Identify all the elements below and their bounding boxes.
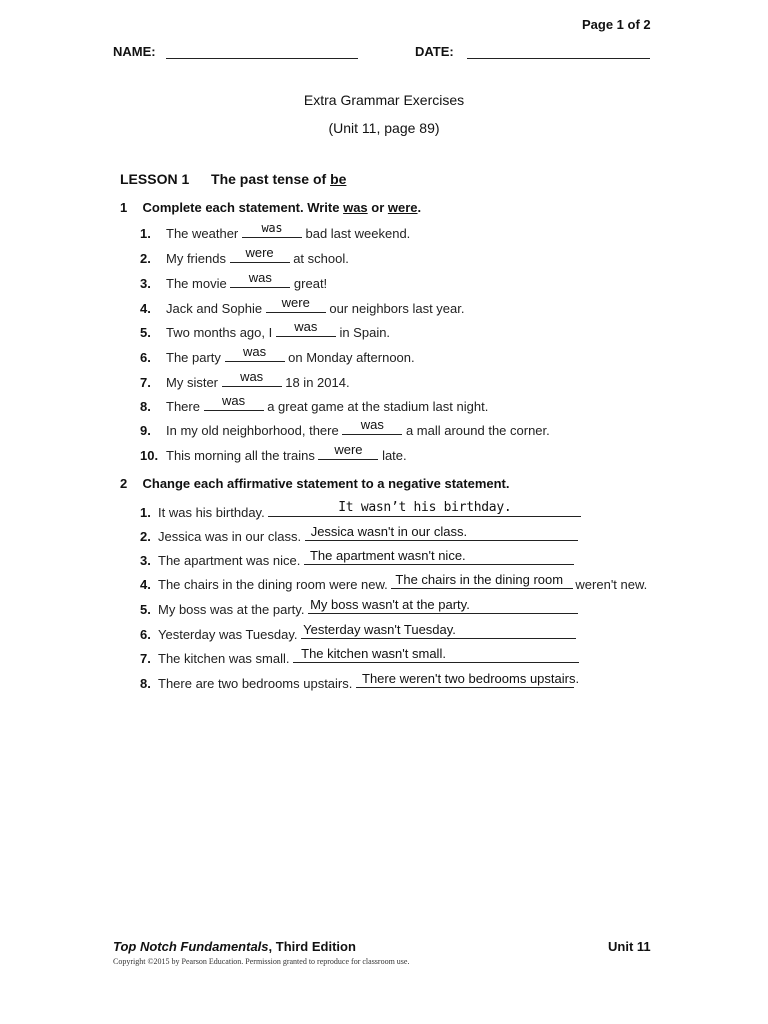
list-item: 5. Two months ago, I was in Spain. — [140, 319, 391, 340]
answer-blank[interactable]: was — [204, 396, 264, 411]
list-item: 1. The weather was bad last weekend. — [140, 221, 411, 241]
list-item: 8. There was a great game at the stadium last night. — [140, 393, 489, 414]
answer-blank[interactable]: was — [342, 420, 402, 435]
answer-line[interactable]: Yesterday wasn't Tuesday. — [301, 623, 576, 639]
name-field[interactable] — [166, 58, 358, 59]
answer-blank[interactable]: was — [242, 223, 302, 238]
answer-blank[interactable]: was — [276, 322, 336, 337]
copyright: Copyright ©2015 by Pearson Education. Permission granted to reproduce for classroom use. — [113, 957, 410, 966]
name-label: NAME: — [113, 44, 156, 59]
lesson-keyword: be — [330, 171, 347, 187]
exercise2-number: 2 — [120, 476, 128, 491]
list-item: 2. My friends were at school. — [140, 245, 349, 266]
lesson-heading — [120, 171, 346, 187]
list-item: 6. The party was on Monday afternoon. — [140, 344, 415, 365]
list-item: 8. There are two bedrooms upstairs. There weren't two bedrooms upstairs. — [140, 671, 580, 691]
worksheet-title: Extra Grammar Exercises — [303, 92, 465, 108]
date-label: DATE: — [415, 44, 454, 59]
list-item: 1. It was his birthday. It wasn’t his birthday. — [140, 501, 581, 520]
list-item: 5. My boss was at the party. My boss wasn't at the party. — [140, 598, 578, 617]
answer-blank[interactable]: were — [318, 445, 378, 460]
lesson-label: LESSON 1 — [120, 171, 190, 187]
list-item: 6. Yesterday was Tuesday. Yesterday wasn't Tuesday. — [140, 623, 576, 642]
answer-blank[interactable]: were — [266, 298, 326, 313]
list-item: 10. This morning all the trains were late. — [140, 442, 407, 463]
lesson-title: The past tense of — [211, 171, 331, 187]
list-item: 2. Jessica was in our class. Jessica wasn't in our class. — [140, 525, 578, 544]
list-item: 7. My sister was 18 in 2014. — [140, 369, 350, 390]
book-edition: , Third Edition — [268, 939, 356, 954]
answer-line[interactable]: The chairs in the dining room — [391, 573, 573, 589]
exercise1-instruction: 1 Complete each statement. Write was or were. — [120, 200, 422, 215]
worksheet-subtitle: (Unit 11, page 89) — [328, 120, 440, 136]
book-title: Top Notch Fundamentals — [113, 939, 269, 954]
footer-unit: Unit 11 — [608, 939, 651, 954]
answer-line[interactable]: The apartment wasn't nice. — [304, 549, 574, 565]
list-item: 3. The movie was great! — [140, 270, 328, 291]
answer-blank[interactable]: was — [222, 372, 282, 387]
answer-line[interactable]: Jessica wasn't in our class. — [305, 525, 578, 541]
answer-line[interactable]: The kitchen wasn't small. — [293, 647, 579, 663]
exercise2-instruction: 2 Change each affirmative statement to a negative statement. — [120, 476, 510, 491]
answer-line[interactable]: My boss wasn't at the party. — [308, 598, 578, 614]
list-item: 4. Jack and Sophie were our neighbors last year. — [140, 295, 465, 316]
date-field[interactable] — [467, 58, 650, 59]
answer-blank[interactable]: was — [230, 273, 290, 288]
footer-book — [113, 939, 356, 954]
list-item: 4. The chairs in the dining room were new. The chairs in the dining room weren't new. — [140, 572, 648, 592]
list-item: 9. In my old neighborhood, there was a mall around the corner. — [140, 417, 550, 438]
list-item: 7. The kitchen was small. The kitchen wasn't small. — [140, 647, 579, 666]
answer-line[interactable]: It wasn’t his birthday. — [268, 501, 581, 517]
page-number: Page 1 of 2 — [582, 17, 651, 32]
list-item: 3. The apartment was nice. The apartment wasn't nice. — [140, 549, 574, 568]
exercise1-number: 1 — [120, 200, 128, 215]
answer-line[interactable]: There weren't two bedrooms upstairs. — [356, 672, 574, 688]
answer-blank[interactable]: were — [230, 248, 290, 263]
answer-blank[interactable]: was — [225, 347, 285, 362]
